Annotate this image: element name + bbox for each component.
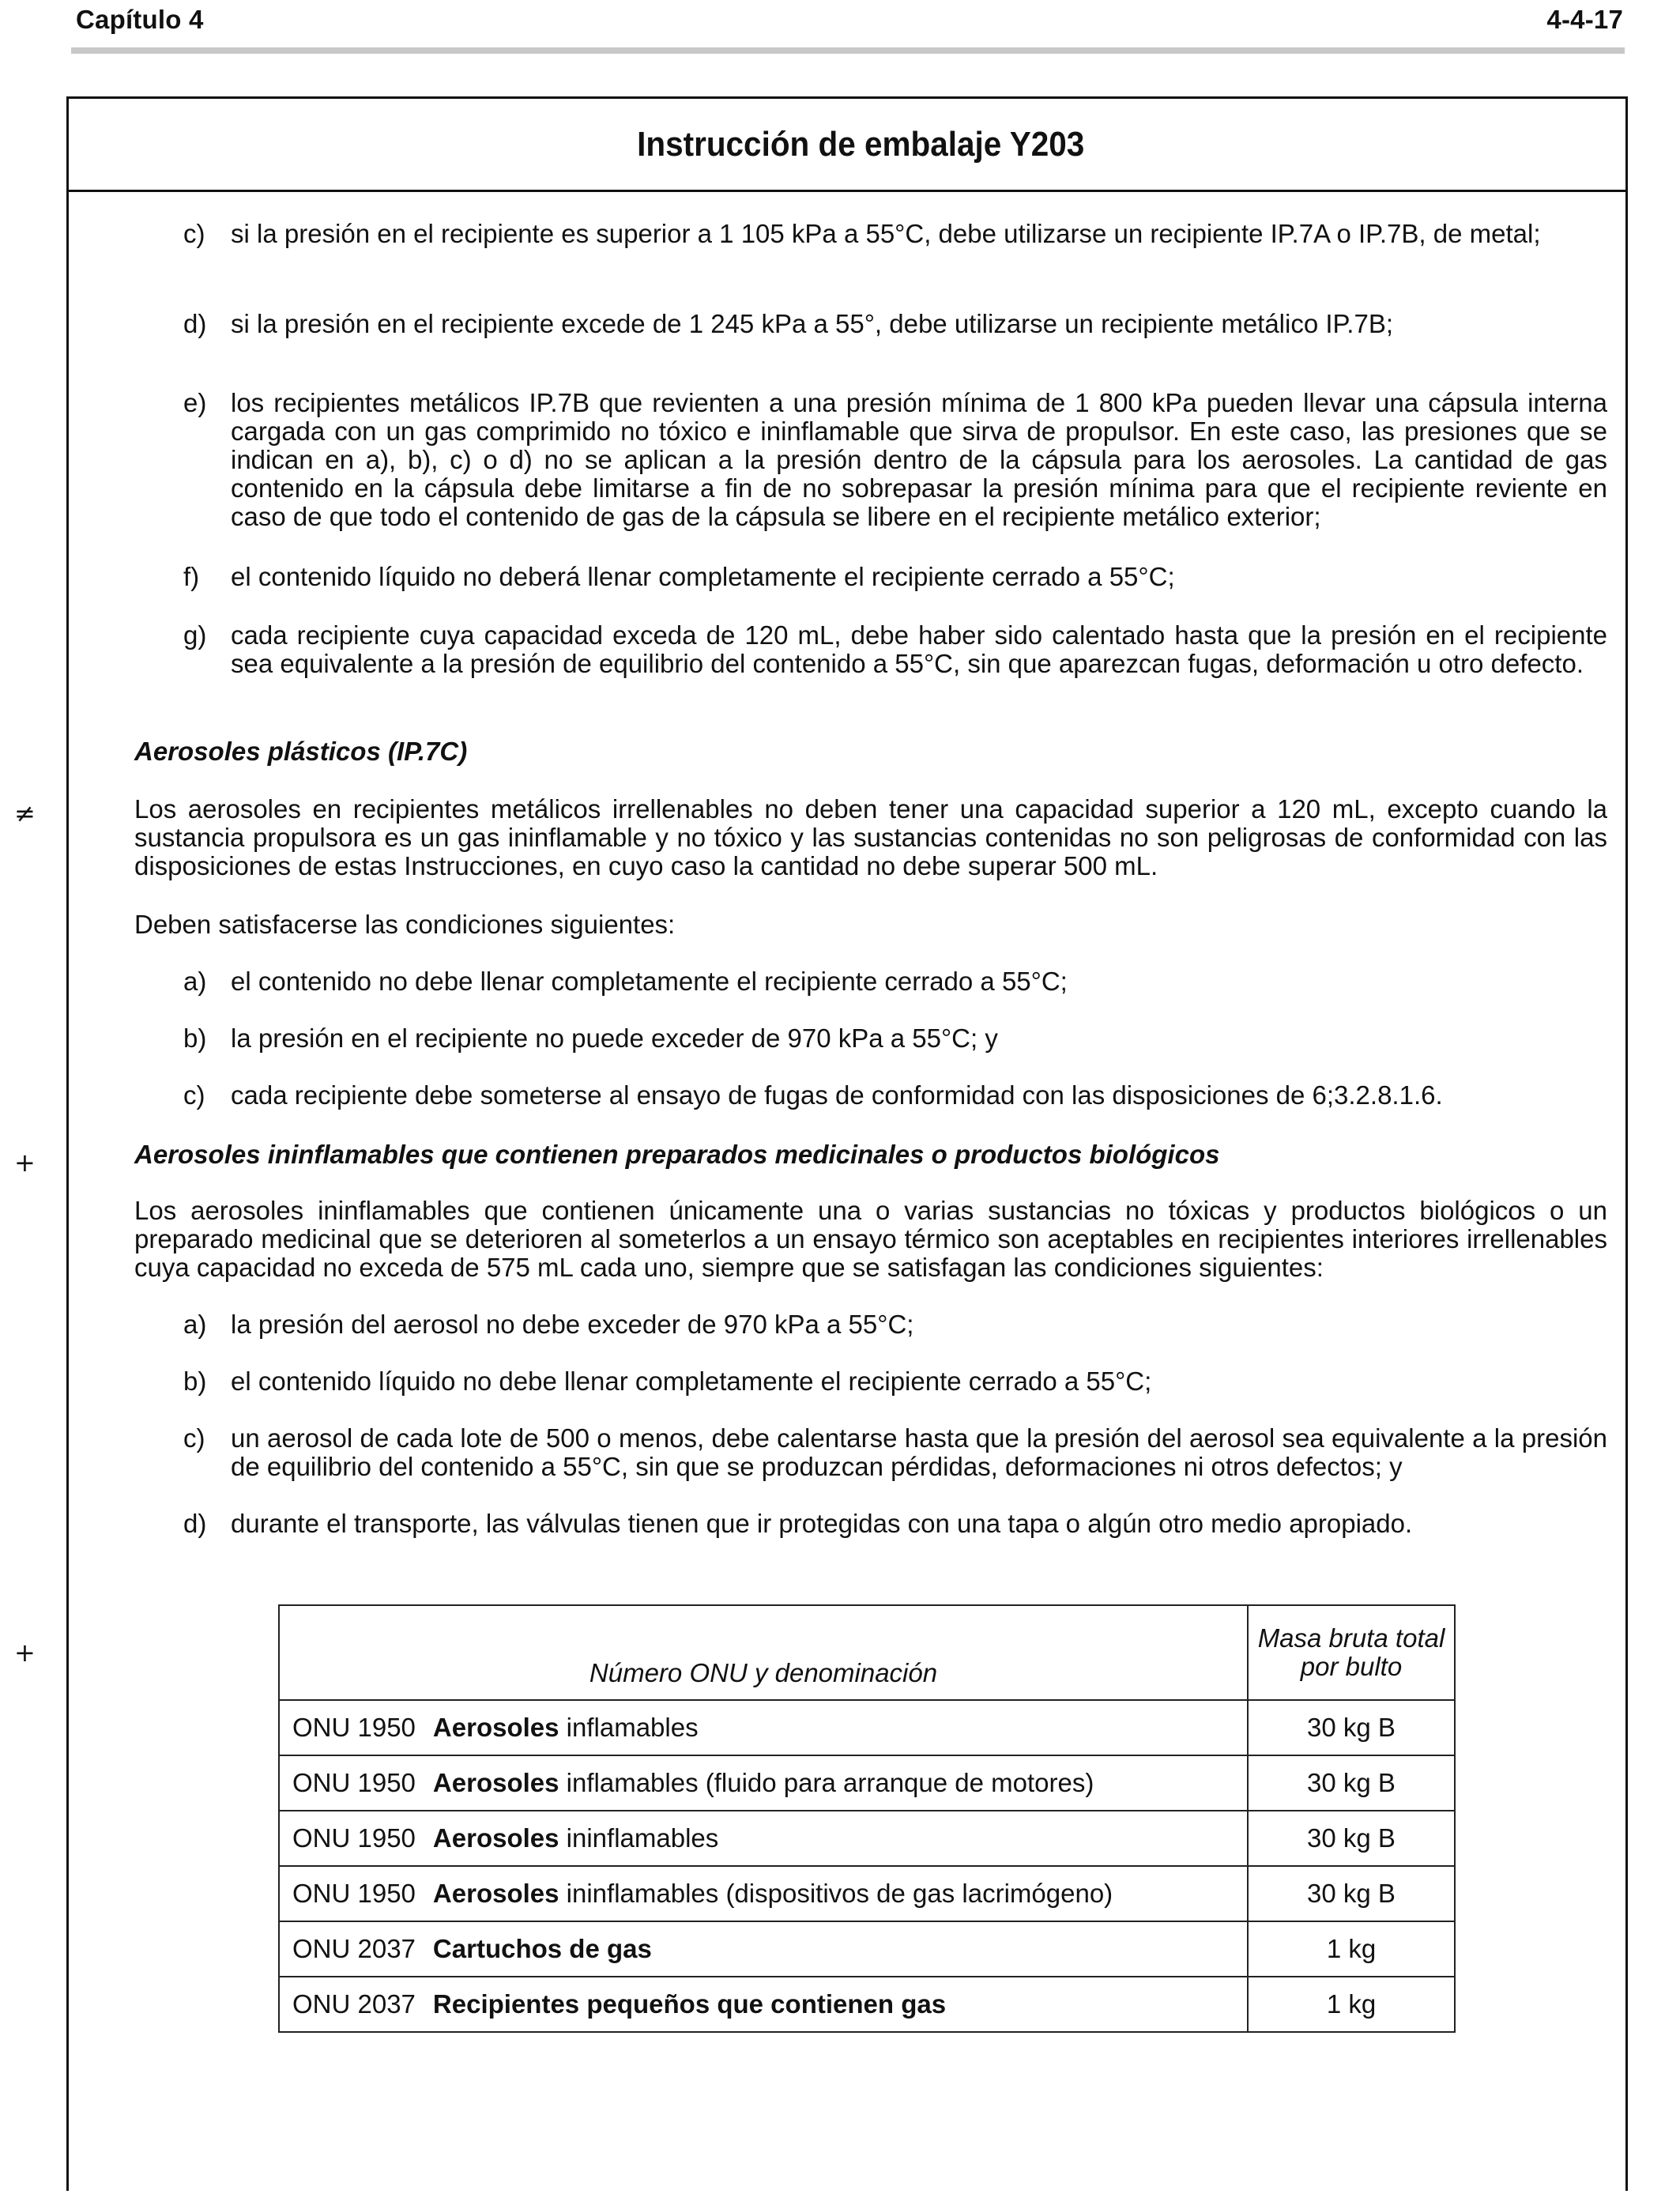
header-rule bbox=[71, 47, 1625, 54]
item-text: los recipientes metálicos IP.7B que revienten a una presión mínima de 1 800 kPa pueden llevar una cápsula interna cargada con un gas comprimido no tóxico e ininflamable que sirva de propulsor. En este caso, las presiones que se indican en a), b), c) o d) no se aplican a la presión dentro de la cápsula para los aerosoles. La cantidad de gas contenido en la cápsula debe limitarse a fin de no sobrepasar la presión mínima para que el recipiente reviente en caso de que todo el contenido de gas de la cápsula se libere en el recipiente metálico exterior; bbox=[231, 388, 1607, 531]
item-text: el contenido líquido no deberá llenar completamente el recipiente cerrado a 55°C; bbox=[231, 562, 1175, 591]
page-number: 4-4-17 bbox=[1546, 5, 1623, 34]
un-name-rest: ininflamables (dispositivos de gas lacrimógeno) bbox=[559, 1879, 1113, 1908]
un-entry-cell bbox=[279, 1755, 1248, 1811]
un-number: ONU 1950 bbox=[292, 1713, 416, 1742]
item-label: c) bbox=[183, 219, 205, 248]
amendment-mark: + bbox=[14, 1638, 36, 1668]
un-name-bold: Recipientes pequeños que contienen gas bbox=[432, 1989, 947, 2019]
un-entry-cell bbox=[279, 1977, 1248, 2032]
un-number: ONU 1950 bbox=[292, 1823, 416, 1853]
item-text: un aerosol de cada lote de 500 o menos, debe calentarse hasta que la presión del aerosol sea equivalente a la presión de equilibrio del contenido a 55°C, sin que se produzcan pérdidas, deformaciones ni otros defectos; y bbox=[231, 1423, 1607, 1481]
gross-mass-cell: 1 kg bbox=[1248, 1977, 1455, 2032]
un-quantity-table bbox=[278, 1604, 1456, 2033]
un-name-rest: inflamables (fluido para arranque de motores) bbox=[559, 1768, 1094, 1797]
item-text: la presión del aerosol no debe exceder de 970 kPa a 55°C; bbox=[231, 1310, 914, 1339]
item-text: durante el transporte, las válvulas tienen que ir protegidas con una tapa o algún otro medio apropiado. bbox=[231, 1509, 1413, 1538]
gross-mass-cell: 30 kg B bbox=[1248, 1700, 1455, 1755]
un-number: ONU 2037 bbox=[292, 1989, 416, 2019]
item-label: d) bbox=[183, 309, 207, 338]
item-label: b) bbox=[183, 1367, 207, 1396]
table-row bbox=[279, 1755, 1455, 1811]
amendment-mark: + bbox=[14, 1148, 36, 1178]
item-label: c) bbox=[183, 1423, 205, 1453]
item-label: f) bbox=[183, 562, 200, 591]
item-text: cada recipiente cuya capacidad exceda de 120 mL, debe haber sido calentado hasta que la presión en el recipiente sea equivalente a la presión de equilibrio del contenido a 55°C, sin que aparezcan fugas, deformación u otro defecto. bbox=[231, 620, 1607, 678]
item-text: el contenido no debe llenar completamente el recipiente cerrado a 55°C; bbox=[231, 967, 1068, 996]
column-header-mass: Masa bruta total por bulto bbox=[1248, 1605, 1455, 1700]
table-row bbox=[279, 1921, 1455, 1977]
un-number: ONU 2037 bbox=[292, 1934, 416, 1963]
item-label: g) bbox=[183, 620, 207, 650]
un-entry-cell bbox=[279, 1811, 1248, 1866]
un-name-rest: ininflamables bbox=[559, 1823, 719, 1853]
un-name-bold: Cartuchos de gas bbox=[432, 1934, 652, 1963]
page-title: Instrucción de embalaje Y203 bbox=[637, 124, 1085, 164]
amendment-mark: ≠ bbox=[14, 798, 36, 828]
item-text: el contenido líquido no debe llenar completamente el recipiente cerrado a 55°C; bbox=[231, 1367, 1152, 1396]
un-entry-cell bbox=[279, 1921, 1248, 1977]
item-label: b) bbox=[183, 1023, 207, 1053]
un-name-rest: inflamables bbox=[559, 1713, 699, 1742]
section-heading-plastic: Aerosoles plásticos (IP.7C) bbox=[134, 737, 468, 766]
item-text: la presión en el recipiente no puede exceder de 970 kPa a 55°C; y bbox=[231, 1023, 998, 1053]
item-text: cada recipiente debe someterse al ensayo de fugas de conformidad con las disposiciones de 6;3.2.8.1.6. bbox=[231, 1080, 1443, 1110]
item-text: si la presión en el recipiente es superior a 1 105 kPa a 55°C, debe utilizarse un recipiente IP.7A o IP.7B, de metal; bbox=[231, 219, 1541, 248]
un-entry-cell bbox=[279, 1866, 1248, 1921]
un-name-bold: Aerosoles bbox=[432, 1823, 559, 1853]
item-label: e) bbox=[183, 388, 207, 417]
un-name-bold: Aerosoles bbox=[432, 1879, 559, 1908]
un-number: ONU 1950 bbox=[292, 1879, 416, 1908]
un-name-bold: Aerosoles bbox=[432, 1768, 559, 1797]
paragraph-medicinal: Los aerosoles ininflamables que contienen únicamente una o varias sustancias no tóxicas y productos biológicos o un preparado medicinal que se deterioren al someterlos a un ensayo térmico son aceptables en recipientes interiores irrellenables cuya capacidad no exceda de 575 mL cada uno, siempre que se satisfagan las condiciones siguientes: bbox=[134, 1196, 1607, 1282]
table-row bbox=[279, 1700, 1455, 1755]
paragraph-plastic-capacity: Los aerosoles en recipientes metálicos irrellenables no deben tener una capacidad superior a 120 mL, excepto cuando la sustancia propulsora es un gas ininflamable y no tóxico y las sustancias contenidas no son peligrosas de conformidad con las disposiciones de estas Instrucciones, en cuyo caso la cantidad no debe superar 500 mL. bbox=[134, 794, 1607, 880]
item-text: si la presión en el recipiente excede de 1 245 kPa a 55°, debe utilizarse un recipiente metálico IP.7B; bbox=[231, 309, 1393, 338]
item-label: a) bbox=[183, 1310, 207, 1339]
un-number: ONU 1950 bbox=[292, 1768, 416, 1797]
table-row bbox=[279, 1977, 1455, 2032]
item-label: c) bbox=[183, 1080, 205, 1110]
paragraph-plastic-conditions: Deben satisfacerse las condiciones siguientes: bbox=[134, 910, 676, 939]
chapter-label: Capítulo 4 bbox=[76, 5, 204, 34]
column-header-name: Número ONU y denominación bbox=[279, 1605, 1248, 1700]
table-row bbox=[279, 1866, 1455, 1921]
gross-mass-cell: 30 kg B bbox=[1248, 1755, 1455, 1811]
un-entry-cell bbox=[279, 1700, 1248, 1755]
gross-mass-cell: 1 kg bbox=[1248, 1921, 1455, 1977]
title-row bbox=[69, 99, 1625, 192]
un-name-bold: Aerosoles bbox=[432, 1713, 559, 1742]
table-header-row bbox=[279, 1605, 1455, 1700]
item-label: a) bbox=[183, 967, 207, 996]
gross-mass-cell: 30 kg B bbox=[1248, 1866, 1455, 1921]
item-label: d) bbox=[183, 1509, 207, 1538]
gross-mass-cell: 30 kg B bbox=[1248, 1811, 1455, 1866]
section-heading-medicinal: Aerosoles ininflamables que contienen preparados medicinales o productos biológicos bbox=[134, 1140, 1220, 1169]
table-row bbox=[279, 1811, 1455, 1866]
